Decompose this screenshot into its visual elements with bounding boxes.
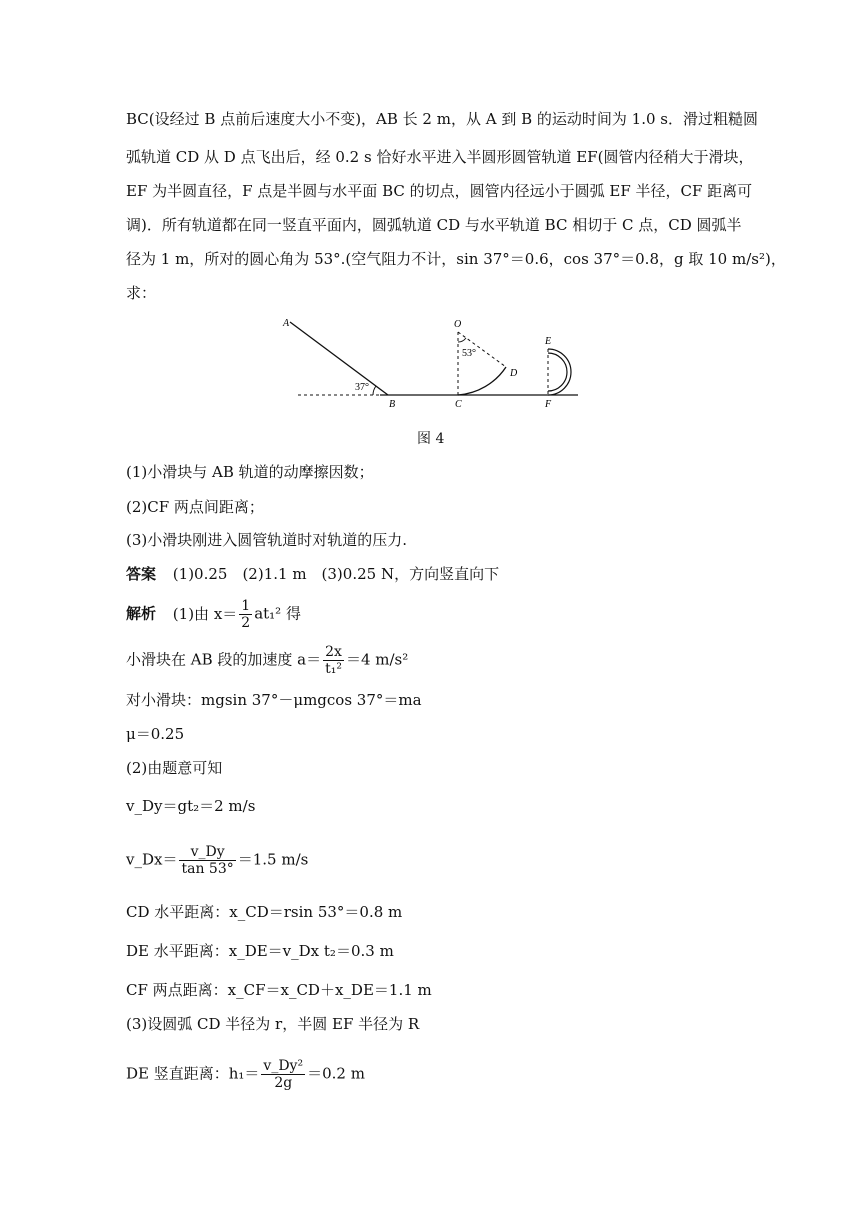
question-3: (3)小滑块刚进入圆管轨道时对轨道的压力. bbox=[126, 531, 408, 549]
tube-inner bbox=[548, 353, 567, 391]
label-e: E bbox=[545, 336, 552, 347]
arc-cd bbox=[458, 367, 506, 395]
analysis-line-9: DE 水平距离：x_DE＝v_Dx t₂＝0.3 m bbox=[126, 942, 394, 960]
figure-caption: 图 4 bbox=[417, 431, 445, 447]
analysis-l7-suffix: ＝1.5 m/s bbox=[237, 850, 309, 869]
analysis-l7-prefix: v_Dx＝ bbox=[126, 850, 178, 869]
analysis-line-8: CD 水平距离：x_CD＝rsin 53°＝0.8 m bbox=[126, 903, 403, 921]
analysis-line-7 bbox=[126, 844, 308, 877]
analysis-l2-suffix: ＝4 m/s² bbox=[345, 650, 409, 669]
intro-line-5: 径为 1 m，所对的圆心角为 53°.(空气阻力不计，sin 37°＝0.6，cos 37°＝0.8，g 取 10 m/s²)， bbox=[126, 250, 786, 268]
answer-label: 答案 bbox=[126, 565, 157, 583]
fraction-half: $\frac{1}{2}$ bbox=[241, 598, 251, 631]
intro-line-3: EF 为半圆直径，F 点是半圆与水平面 BC 的切点，圆管内径远小于圆弧 EF 半径，CF 距离可 bbox=[126, 182, 753, 200]
analysis-line-6: v_Dy＝gt₂＝2 m/s bbox=[126, 797, 256, 815]
intro-line-4: 调)．所有轨道都在同一竖直平面内，圆弧轨道 CD 与水平轨道 BC 相切于 C 点，CD 圆弧半 bbox=[126, 216, 742, 234]
fraction-vdy-tan53: $\frac{v\_Dy}{\tan 53^\circ}$ bbox=[181, 844, 234, 877]
analysis-line-2 bbox=[126, 644, 408, 677]
intro-line-2: 弧轨道 CD 从 D 点飞出后，经 0.2 s 恰好水平进入半圆形圆管轨道 EF(圆管内径稍大于滑块， bbox=[126, 148, 754, 166]
analysis-label: 解析 bbox=[126, 604, 157, 623]
analysis-line-1 bbox=[126, 598, 301, 631]
label-a: A bbox=[283, 318, 290, 329]
incline-ab bbox=[290, 322, 388, 395]
physics-diagram bbox=[280, 312, 580, 412]
analysis-l1-suffix: at₁² 得 bbox=[254, 604, 301, 623]
intro-line-1: BC(设经过 B 点前后速度大小不变)，AB 长 2 m，从 A 到 B 的运动时间为 1.0 s．滑过粗糙圆 bbox=[126, 110, 758, 128]
analysis-l12-prefix: DE 竖直距离：h₁＝ bbox=[126, 1064, 260, 1083]
label-d: D bbox=[510, 368, 518, 379]
angle-arc-37 bbox=[373, 386, 376, 395]
analysis-line-3: 对小滑块：mgsin 37°－μmgcos 37°＝ma bbox=[126, 691, 422, 709]
question-2: (2)CF 两点间距离； bbox=[126, 498, 264, 516]
fraction-2x-t1sq: $\frac{2x}{\text{t₁²}}$ bbox=[325, 644, 342, 677]
fraction-vdy2-2g: $\frac{\text{v\_Dy²}}{2g}$ bbox=[263, 1058, 304, 1091]
analysis-line-4: μ＝0.25 bbox=[126, 725, 185, 743]
angle-label-37: 37° bbox=[355, 382, 369, 393]
answer-text: (1)0.25 (2)1.1 m (3)0.25 N，方向竖直向下 bbox=[172, 565, 500, 583]
analysis-l1-prefix: (1)由 x＝ bbox=[172, 604, 238, 623]
intro-line-6: 求： bbox=[126, 284, 157, 302]
label-f: F bbox=[545, 399, 552, 410]
analysis-line-12 bbox=[126, 1058, 365, 1091]
analysis-line-10: CF 两点距离：x_CF＝x_CD＋x_DE＝1.1 m bbox=[126, 981, 432, 999]
analysis-line-11: (3)设圆弧 CD 半径为 r，半圆 EF 半径为 R bbox=[126, 1015, 420, 1033]
label-b: B bbox=[389, 399, 396, 410]
analysis-line-5: (2)由题意可知 bbox=[126, 759, 223, 777]
label-o: O bbox=[454, 319, 462, 330]
angle-arc-53 bbox=[458, 338, 466, 342]
question-1: (1)小滑块与 AB 轨道的动摩擦因数； bbox=[126, 463, 374, 481]
angle-label-53: 53° bbox=[462, 348, 476, 359]
analysis-l2-prefix: 小滑块在 AB 段的加速度 a＝ bbox=[126, 650, 322, 669]
label-c: C bbox=[455, 399, 462, 410]
answer-line bbox=[126, 564, 499, 584]
analysis-l12-suffix: ＝0.2 m bbox=[307, 1064, 365, 1083]
